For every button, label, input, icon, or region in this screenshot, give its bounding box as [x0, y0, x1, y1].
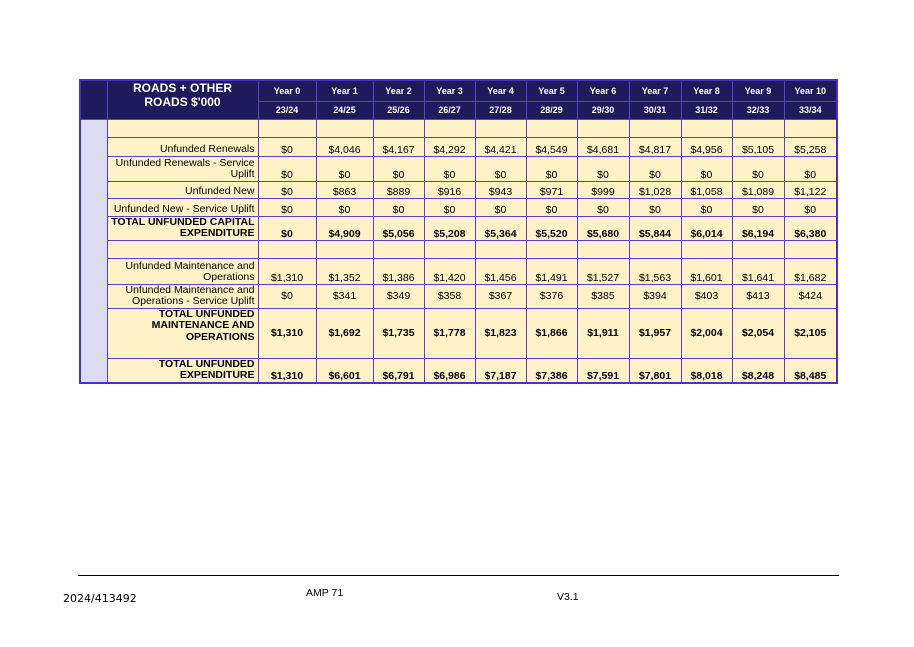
- table-row: [80, 216, 837, 240]
- table-row: [80, 198, 837, 216]
- row-label: Unfunded Renewals: [107, 137, 258, 156]
- value-cell: $1,866: [526, 308, 577, 358]
- value-cell: $0: [732, 198, 784, 216]
- value-cell: $0: [316, 156, 373, 181]
- value-cell: $1,911: [577, 308, 629, 358]
- value-cell: $413: [732, 284, 784, 308]
- value-cell: $349: [373, 284, 424, 308]
- value-cell: $0: [316, 198, 373, 216]
- value-cell: [258, 240, 316, 258]
- period-header: 32/33: [732, 101, 784, 119]
- period-header: 29/30: [577, 101, 629, 119]
- value-cell: $358: [424, 284, 475, 308]
- value-cell: $0: [258, 198, 316, 216]
- value-cell: $889: [373, 181, 424, 198]
- value-cell: $1,310: [258, 358, 316, 383]
- value-cell: $1,563: [629, 258, 681, 284]
- unfunded-expenditure-table: [79, 79, 838, 384]
- period-header: 31/32: [681, 101, 732, 119]
- period-header: 24/25: [316, 101, 373, 119]
- value-cell: $1,491: [526, 258, 577, 284]
- value-cell: $1,420: [424, 258, 475, 284]
- value-cell: [577, 119, 629, 137]
- value-cell: $4,956: [681, 137, 732, 156]
- corner-cell: [80, 80, 107, 119]
- table-title: ROADS + OTHER ROADS $'000: [107, 80, 258, 119]
- value-cell: $5,056: [373, 216, 424, 240]
- value-cell: $2,054: [732, 308, 784, 358]
- value-cell: [424, 240, 475, 258]
- value-cell: $5,208: [424, 216, 475, 240]
- value-cell: [681, 240, 732, 258]
- value-cell: $971: [526, 181, 577, 198]
- period-header: 25/26: [373, 101, 424, 119]
- footer-version: V3.1: [557, 591, 579, 603]
- value-cell: $943: [475, 181, 526, 198]
- value-cell: $4,421: [475, 137, 526, 156]
- year-header: Year 8: [681, 80, 732, 101]
- value-cell: $6,601: [316, 358, 373, 383]
- year-header: Year 2: [373, 80, 424, 101]
- year-header: Year 1: [316, 80, 373, 101]
- value-cell: [373, 119, 424, 137]
- year-header-row: [80, 80, 837, 101]
- value-cell: [258, 119, 316, 137]
- value-cell: $6,791: [373, 358, 424, 383]
- value-cell: $4,549: [526, 137, 577, 156]
- value-cell: $1,456: [475, 258, 526, 284]
- value-cell: $0: [784, 156, 837, 181]
- value-cell: $1,058: [681, 181, 732, 198]
- footer-divider: [78, 575, 839, 576]
- year-header: Year 6: [577, 80, 629, 101]
- value-cell: $6,194: [732, 216, 784, 240]
- value-cell: $0: [681, 156, 732, 181]
- value-cell: [316, 119, 373, 137]
- value-cell: $6,986: [424, 358, 475, 383]
- value-cell: [526, 240, 577, 258]
- value-cell: [526, 119, 577, 137]
- table-row: [80, 258, 837, 284]
- value-cell: [577, 240, 629, 258]
- value-cell: $367: [475, 284, 526, 308]
- row-label: Unfunded Maintenance and Operations - Service Uplift: [107, 284, 258, 308]
- value-cell: $0: [577, 156, 629, 181]
- value-cell: $0: [784, 198, 837, 216]
- value-cell: $403: [681, 284, 732, 308]
- value-cell: $8,485: [784, 358, 837, 383]
- value-cell: [732, 119, 784, 137]
- period-header: 28/29: [526, 101, 577, 119]
- value-cell: $5,258: [784, 137, 837, 156]
- value-cell: $1,386: [373, 258, 424, 284]
- value-cell: $1,122: [784, 181, 837, 198]
- value-cell: $1,823: [475, 308, 526, 358]
- value-cell: $1,310: [258, 258, 316, 284]
- value-cell: $4,681: [577, 137, 629, 156]
- value-cell: $6,380: [784, 216, 837, 240]
- value-cell: $376: [526, 284, 577, 308]
- value-cell: $0: [629, 156, 681, 181]
- value-cell: $5,364: [475, 216, 526, 240]
- footer-doc-id: 2024/413492: [63, 592, 137, 605]
- value-cell: $5,520: [526, 216, 577, 240]
- value-cell: [681, 119, 732, 137]
- value-cell: $1,352: [316, 258, 373, 284]
- value-cell: $0: [629, 198, 681, 216]
- table-row: [80, 308, 837, 358]
- table-row: [80, 358, 837, 383]
- value-cell: $7,386: [526, 358, 577, 383]
- row-label: TOTAL UNFUNDED MAINTENANCE AND OPERATIONS: [107, 308, 258, 358]
- value-cell: $6,014: [681, 216, 732, 240]
- value-cell: $1,028: [629, 181, 681, 198]
- value-cell: $863: [316, 181, 373, 198]
- value-cell: $0: [424, 156, 475, 181]
- value-cell: $8,018: [681, 358, 732, 383]
- value-cell: [424, 119, 475, 137]
- value-cell: $0: [258, 181, 316, 198]
- period-header: 30/31: [629, 101, 681, 119]
- value-cell: $4,909: [316, 216, 373, 240]
- value-cell: $0: [577, 198, 629, 216]
- value-cell: $5,680: [577, 216, 629, 240]
- value-cell: $1,601: [681, 258, 732, 284]
- value-cell: $1,682: [784, 258, 837, 284]
- value-cell: $1,527: [577, 258, 629, 284]
- row-label: [107, 119, 258, 137]
- value-cell: $0: [732, 156, 784, 181]
- row-label: TOTAL UNFUNDED EXPENDITURE: [107, 358, 258, 383]
- value-cell: $916: [424, 181, 475, 198]
- value-cell: $1,957: [629, 308, 681, 358]
- value-cell: $1,089: [732, 181, 784, 198]
- row-label: Unfunded New: [107, 181, 258, 198]
- value-cell: $0: [526, 198, 577, 216]
- value-cell: [732, 240, 784, 258]
- value-cell: [629, 119, 681, 137]
- value-cell: $0: [475, 156, 526, 181]
- value-cell: $4,167: [373, 137, 424, 156]
- row-label: Unfunded New - Service Uplift: [107, 198, 258, 216]
- value-cell: [784, 119, 837, 137]
- value-cell: $0: [373, 156, 424, 181]
- value-cell: $0: [258, 156, 316, 181]
- value-cell: [784, 240, 837, 258]
- period-header: 33/34: [784, 101, 837, 119]
- period-header: 23/24: [258, 101, 316, 119]
- year-header: Year 4: [475, 80, 526, 101]
- value-cell: [629, 240, 681, 258]
- value-cell: $1,735: [373, 308, 424, 358]
- value-cell: $385: [577, 284, 629, 308]
- year-header: Year 7: [629, 80, 681, 101]
- value-cell: $1,641: [732, 258, 784, 284]
- value-cell: $5,105: [732, 137, 784, 156]
- value-cell: [475, 119, 526, 137]
- value-cell: $0: [373, 198, 424, 216]
- footer-page: AMP 71: [306, 587, 344, 599]
- value-cell: $0: [681, 198, 732, 216]
- value-cell: $0: [258, 284, 316, 308]
- value-cell: $1,692: [316, 308, 373, 358]
- value-cell: $4,292: [424, 137, 475, 156]
- value-cell: $0: [475, 198, 526, 216]
- value-cell: $5,844: [629, 216, 681, 240]
- value-cell: $394: [629, 284, 681, 308]
- value-cell: $4,046: [316, 137, 373, 156]
- value-cell: $0: [258, 216, 316, 240]
- value-cell: $2,105: [784, 308, 837, 358]
- table-row: [80, 137, 837, 156]
- row-label: Unfunded Maintenance and Operations: [107, 258, 258, 284]
- value-cell: $999: [577, 181, 629, 198]
- table-row: [80, 181, 837, 198]
- value-cell: $1,778: [424, 308, 475, 358]
- value-cell: $7,591: [577, 358, 629, 383]
- value-cell: $0: [258, 137, 316, 156]
- year-header: Year 5: [526, 80, 577, 101]
- year-header: Year 9: [732, 80, 784, 101]
- row-label: TOTAL UNFUNDED CAPITAL EXPENDITURE: [107, 216, 258, 240]
- row-label: [107, 240, 258, 258]
- value-cell: $8,248: [732, 358, 784, 383]
- period-header: 26/27: [424, 101, 475, 119]
- side-margin-cell: [80, 119, 107, 383]
- year-header: Year 10: [784, 80, 837, 101]
- value-cell: [316, 240, 373, 258]
- value-cell: $341: [316, 284, 373, 308]
- value-cell: $2,004: [681, 308, 732, 358]
- value-cell: $7,801: [629, 358, 681, 383]
- table-row: [80, 156, 837, 181]
- value-cell: $424: [784, 284, 837, 308]
- table-row: [80, 119, 837, 137]
- table-row: [80, 240, 837, 258]
- value-cell: [373, 240, 424, 258]
- value-cell: $0: [424, 198, 475, 216]
- value-cell: $1,310: [258, 308, 316, 358]
- row-label: Unfunded Renewals - Service Uplift: [107, 156, 258, 181]
- year-header: Year 0: [258, 80, 316, 101]
- value-cell: [475, 240, 526, 258]
- value-cell: $0: [526, 156, 577, 181]
- table-row: [80, 284, 837, 308]
- value-cell: $4,817: [629, 137, 681, 156]
- value-cell: $7,187: [475, 358, 526, 383]
- period-header: 27/28: [475, 101, 526, 119]
- year-header: Year 3: [424, 80, 475, 101]
